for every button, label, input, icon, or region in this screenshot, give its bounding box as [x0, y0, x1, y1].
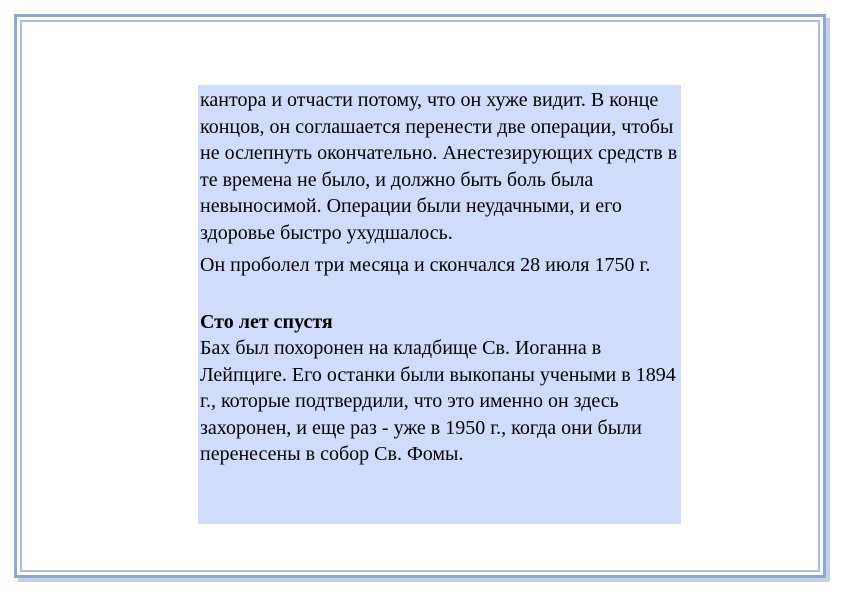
paragraph-death: Он проболел три месяца и скончался 28 июля 1750 г. [200, 254, 651, 276]
paragraph-spacer [200, 279, 679, 309]
frame-shadow [18, 578, 830, 582]
text-box [198, 85, 681, 524]
frame-shadow [826, 18, 830, 581]
paragraph-burial: Бах был похоронен на кладбище Св. Иоганна в Лейпциге. Его останки были выкопаны учеными в 1894 г., которые подтвердили, что это именно он здесь захоронен, и еще раз - уже в 1950 г., когда они были перенесены в собор Св. Фомы. [200, 337, 676, 465]
paragraph-surgery: кантора и отчасти потому, что он хуже видит. В конце концов, он соглашается перенести две операции, чтобы не ослепнуть окончательно. Анестезирующих средств в те времена не было, и должно быть боль была невыносимой. Операции были неудачными, и его здоровье быстро ухудшалось. [200, 89, 678, 244]
section-heading: Сто лет спустя [200, 310, 333, 333]
